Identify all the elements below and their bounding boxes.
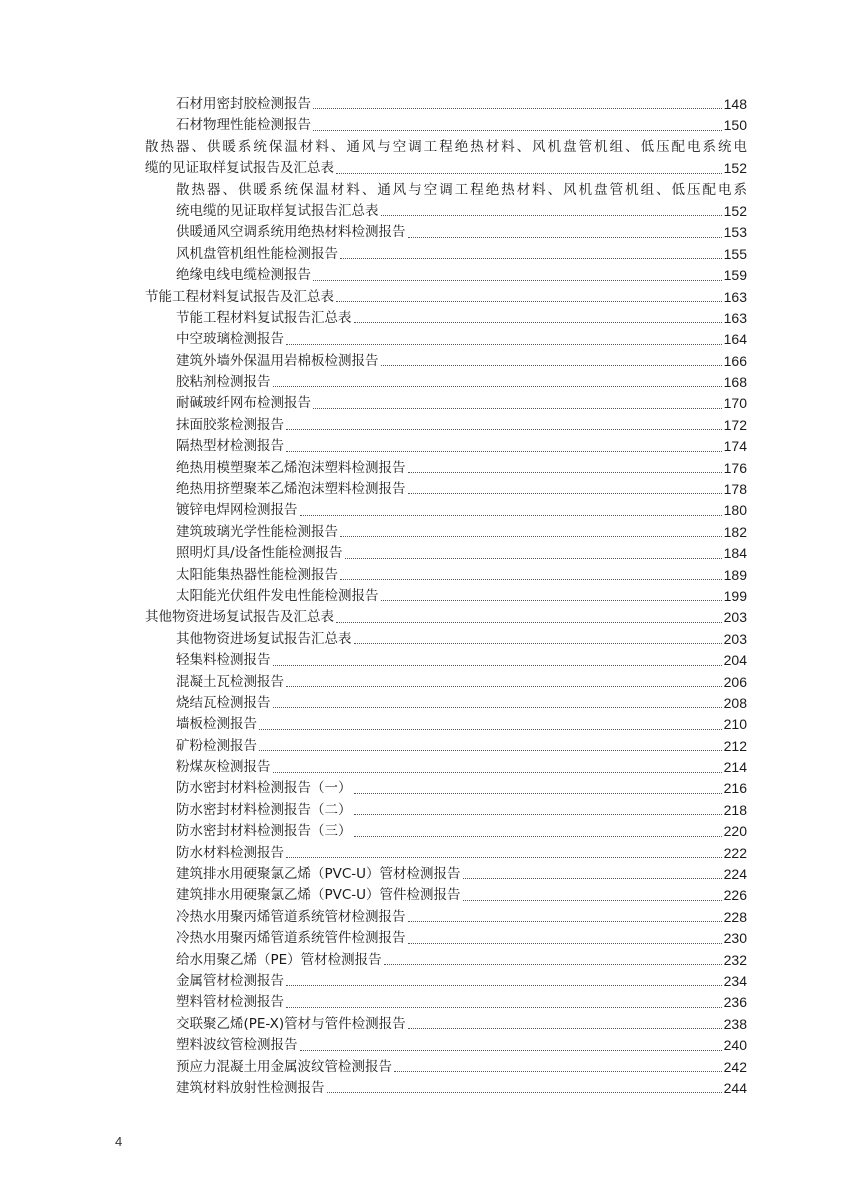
dot-leader — [286, 985, 722, 986]
toc-entry[interactable] — [145, 971, 747, 992]
toc-entry-page: 155 — [723, 245, 747, 262]
dot-leader — [408, 921, 722, 922]
toc-entry[interactable] — [145, 94, 747, 115]
dot-leader — [286, 1007, 722, 1008]
toc-entry-page: 244 — [723, 1079, 747, 1096]
toc-entry[interactable] — [145, 543, 747, 564]
toc-entry-title: 矿粉检测报告 — [176, 737, 257, 754]
toc-entry-title: 建筑排水用硬聚氯乙烯（PVC-U）管材检测报告 — [176, 866, 461, 883]
toc-entry-title: 太阳能集热器性能检测报告 — [176, 566, 338, 583]
toc-entry-page: 159 — [723, 267, 747, 284]
toc-entry-page: 230 — [723, 930, 747, 947]
toc-section-entry[interactable] — [145, 287, 747, 308]
toc-entry-page: 182 — [723, 523, 747, 540]
dot-leader — [340, 258, 722, 259]
dot-leader — [381, 600, 722, 601]
dot-leader — [336, 622, 722, 623]
toc-entry-title: 隔热型材检测报告 — [176, 438, 284, 455]
toc-entry[interactable] — [145, 586, 747, 607]
toc-entry[interactable] — [145, 308, 747, 329]
toc-entry-page: 236 — [723, 994, 747, 1011]
toc-entry[interactable] — [145, 393, 747, 414]
toc-entry-title: 风机盘管机组性能检测报告 — [176, 245, 338, 262]
toc-entry-title: 建筑排水用硬聚氯乙烯（PVC-U）管件检测报告 — [176, 887, 461, 904]
toc-entry[interactable] — [145, 500, 747, 521]
toc-entry-page: 226 — [723, 887, 747, 904]
dot-leader — [354, 793, 722, 794]
toc-entry-title: 建筑玻璃光学性能检测报告 — [176, 523, 338, 540]
toc-entry[interactable] — [145, 1078, 747, 1099]
toc-entry-title: 冷热水用聚丙烯管道系统管件检测报告 — [176, 930, 406, 947]
toc-entry[interactable] — [145, 757, 747, 778]
dot-leader — [463, 900, 722, 901]
dot-leader — [273, 386, 722, 387]
toc-entry[interactable] — [145, 565, 747, 586]
toc-entry-page: 176 — [723, 459, 747, 476]
toc-entry[interactable] — [145, 1014, 747, 1035]
toc-entry[interactable] — [145, 1057, 747, 1078]
toc-entry-title: 绝热用模塑聚苯乙烯泡沫塑料检测报告 — [176, 459, 406, 476]
dot-leader — [408, 493, 722, 494]
toc-entry-title: 防水材料检测报告 — [176, 844, 284, 861]
toc-entry-title: 冷热水用聚丙烯管道系统管材检测报告 — [176, 908, 406, 925]
dot-leader — [286, 344, 722, 345]
toc-entry[interactable] — [145, 1035, 747, 1056]
dot-leader — [463, 878, 722, 879]
toc-entry-title: 节能工程材料复试报告及汇总表 — [145, 288, 334, 305]
toc-entry-line2 — [176, 201, 747, 222]
toc-entry[interactable] — [145, 928, 747, 949]
toc-entry-title: 太阳能光伏组件发电性能检测报告 — [176, 587, 379, 604]
dot-leader — [273, 707, 722, 708]
toc-entry-title: 建筑材料放射性检测报告 — [176, 1079, 325, 1096]
toc-entry[interactable] — [145, 522, 747, 543]
toc-entry[interactable] — [145, 180, 747, 223]
toc-entry[interactable] — [145, 351, 747, 372]
dot-leader — [384, 964, 722, 965]
toc-entry[interactable] — [145, 714, 747, 735]
toc-entry-page: 218 — [723, 801, 747, 818]
toc-entry-page: 214 — [723, 759, 747, 776]
toc-entry[interactable] — [145, 415, 747, 436]
toc-entry-page: 210 — [723, 716, 747, 733]
dot-leader — [340, 536, 722, 537]
toc-entry-page: 232 — [723, 951, 747, 968]
toc-entry-page: 150 — [723, 117, 747, 134]
toc-entry-title: 烧结瓦检测报告 — [176, 694, 271, 711]
dot-leader — [354, 322, 722, 323]
dot-leader — [381, 365, 722, 366]
toc-entry-title: 塑料波纹管检测报告 — [176, 1037, 298, 1054]
toc-entry[interactable] — [145, 736, 747, 757]
dot-leader — [345, 558, 722, 559]
toc-entry-title: 粉煤灰检测报告 — [176, 759, 271, 776]
dot-leader — [286, 686, 722, 687]
toc-entry-title: 其他物资进场复试报告及汇总表 — [145, 609, 334, 626]
toc-entry[interactable] — [145, 992, 747, 1013]
toc-entry-title-line2: 缆的见证取样复试报告及汇总表 — [145, 160, 334, 177]
toc-entry-title: 供暖通风空调系统用绝热材料检测报告 — [176, 224, 406, 241]
toc-entry-title: 其他物资进场复试报告汇总表 — [176, 630, 352, 647]
toc-entry-page: 152 — [723, 202, 747, 219]
toc-entry-title: 轻集料检测报告 — [176, 652, 271, 669]
toc-entry-page: 206 — [723, 673, 747, 690]
dot-leader — [273, 772, 722, 773]
toc-entry-title: 节能工程材料复试报告汇总表 — [176, 309, 352, 326]
toc-section-entry[interactable] — [145, 607, 747, 628]
dot-leader — [408, 943, 722, 944]
toc-entry-page: 163 — [723, 288, 747, 305]
dot-leader — [286, 429, 722, 430]
toc-entry-title: 绝缘电线电缆检测报告 — [176, 267, 311, 284]
dot-leader — [408, 237, 722, 238]
toc-entry-title: 建筑外墙外保温用岩棉板检测报告 — [176, 352, 379, 369]
toc-entry-page: 203 — [723, 609, 747, 626]
table-of-contents — [145, 94, 747, 1099]
toc-entry[interactable] — [145, 950, 747, 971]
toc-entry[interactable] — [145, 693, 747, 714]
dot-leader — [313, 130, 722, 131]
toc-entry-page: 184 — [723, 545, 747, 562]
toc-entry-title: 金属管材检测报告 — [176, 973, 284, 989]
toc-entry-page: 164 — [723, 331, 747, 348]
toc-entry[interactable] — [145, 907, 747, 928]
dot-leader — [286, 857, 722, 858]
toc-entry[interactable] — [145, 864, 747, 885]
toc-entry-page: 199 — [723, 587, 747, 604]
toc-entry[interactable] — [145, 222, 747, 243]
toc-entry[interactable] — [145, 265, 747, 286]
toc-entry-title: 抹面胶浆检测报告 — [176, 416, 284, 433]
dot-leader — [336, 173, 722, 174]
dot-leader — [394, 1071, 722, 1072]
toc-entry-page: 212 — [723, 737, 747, 754]
toc-entry[interactable] — [145, 458, 747, 479]
toc-entry-page: 240 — [723, 1037, 747, 1054]
toc-entry-title: 预应力混凝土用金属波纹管检测报告 — [176, 1058, 392, 1075]
toc-entry-page: 148 — [723, 95, 747, 112]
toc-entry-page: 170 — [723, 395, 747, 412]
toc-entry-page: 180 — [723, 502, 747, 519]
toc-entry-page: 224 — [723, 866, 747, 883]
toc-entry-page: 234 — [723, 973, 747, 989]
toc-entry-title: 给水用聚乙烯（PE）管材检测报告 — [176, 951, 382, 968]
dot-leader — [300, 515, 722, 516]
toc-entry-page: 172 — [723, 416, 747, 433]
dot-leader — [340, 579, 722, 580]
toc-entry-page: 220 — [723, 823, 747, 840]
dot-leader — [381, 215, 722, 216]
toc-entry[interactable] — [145, 843, 747, 864]
toc-entry-page: 152 — [723, 160, 747, 177]
toc-entry[interactable] — [145, 372, 747, 393]
toc-entry-title: 防水密封材料检测报告（二） — [176, 801, 352, 818]
toc-entry[interactable] — [145, 779, 747, 800]
dot-leader — [313, 108, 722, 109]
toc-entry-page: 163 — [723, 309, 747, 326]
toc-entry-page: 204 — [723, 652, 747, 669]
toc-entry-page: 189 — [723, 566, 747, 583]
dot-leader — [259, 750, 722, 751]
toc-entry-page: 208 — [723, 694, 747, 711]
toc-entry-title: 胶粘剂检测报告 — [176, 374, 271, 391]
dot-leader — [313, 280, 722, 281]
toc-entry-title: 石材用密封胶检测报告 — [176, 95, 311, 112]
toc-entry[interactable] — [145, 479, 747, 500]
toc-entry[interactable] — [145, 800, 747, 821]
toc-entry-line2 — [145, 158, 747, 179]
toc-entry-title: 照明灯具/设备性能检测报告 — [176, 545, 343, 562]
toc-entry-title: 耐碱玻纤网布检测报告 — [176, 395, 311, 412]
toc-entry[interactable] — [145, 885, 747, 906]
toc-entry-title: 防水密封材料检测报告（一） — [176, 780, 352, 797]
toc-entry-page: 153 — [723, 224, 747, 241]
toc-entry[interactable] — [145, 329, 747, 350]
dot-leader — [259, 729, 722, 730]
toc-entry-title: 防水密封材料检测报告（三） — [176, 823, 352, 840]
dot-leader — [408, 472, 722, 473]
toc-entry-title: 交联聚乙烯(PE-X)管材与管件检测报告 — [176, 1015, 406, 1032]
toc-entry-page: 222 — [723, 844, 747, 861]
toc-entry-title: 石材物理性能检测报告 — [176, 117, 311, 134]
dot-leader — [354, 836, 722, 837]
toc-entry[interactable] — [145, 436, 747, 457]
toc-entry-title: 塑料管材检测报告 — [176, 994, 284, 1011]
toc-entry-page: 174 — [723, 438, 747, 455]
toc-entry-title-line2: 统电缆的见证取样复试报告汇总表 — [176, 202, 379, 219]
toc-entry-page: 216 — [723, 780, 747, 797]
toc-entry-page: 238 — [723, 1015, 747, 1032]
dot-leader — [300, 1050, 722, 1051]
dot-leader — [354, 643, 722, 644]
dot-leader — [286, 451, 722, 452]
toc-entry-page: 168 — [723, 374, 747, 391]
toc-entry-title: 绝热用挤塑聚苯乙烯泡沫塑料检测报告 — [176, 481, 406, 498]
toc-entry-title-line1: 散热器、供暖系统保温材料、通风与空调工程绝热材料、风机盘管机组、低压配电系统电 — [145, 138, 747, 155]
toc-entry-title: 镀锌电焊网检测报告 — [176, 502, 298, 519]
toc-entry[interactable] — [145, 650, 747, 671]
toc-entry-page: 203 — [723, 630, 747, 647]
toc-entry[interactable] — [145, 672, 747, 693]
toc-entry[interactable] — [145, 629, 747, 650]
toc-entry[interactable] — [145, 115, 747, 136]
dot-leader — [327, 1092, 722, 1093]
toc-entry-title: 混凝土瓦检测报告 — [176, 673, 284, 690]
dot-leader — [336, 301, 722, 302]
page-number: 4 — [115, 1134, 123, 1149]
toc-entry[interactable] — [145, 821, 747, 842]
toc-entry[interactable] — [145, 244, 747, 265]
toc-entry-page: 228 — [723, 908, 747, 925]
toc-entry-title: 中空玻璃检测报告 — [176, 331, 284, 348]
dot-leader — [408, 1028, 722, 1029]
toc-entry-title: 墙板检测报告 — [176, 716, 257, 733]
toc-section-entry[interactable] — [145, 137, 747, 180]
toc-entry-page: 178 — [723, 481, 747, 498]
dot-leader — [313, 408, 722, 409]
toc-entry-title-line1: 散热器、供暖系统保温材料、通风与空调工程绝热材料、风机盘管机组、低压配电系 — [176, 181, 747, 198]
toc-entry-page: 242 — [723, 1058, 747, 1075]
dot-leader — [354, 814, 722, 815]
dot-leader — [273, 665, 722, 666]
toc-entry-page: 166 — [723, 352, 747, 369]
